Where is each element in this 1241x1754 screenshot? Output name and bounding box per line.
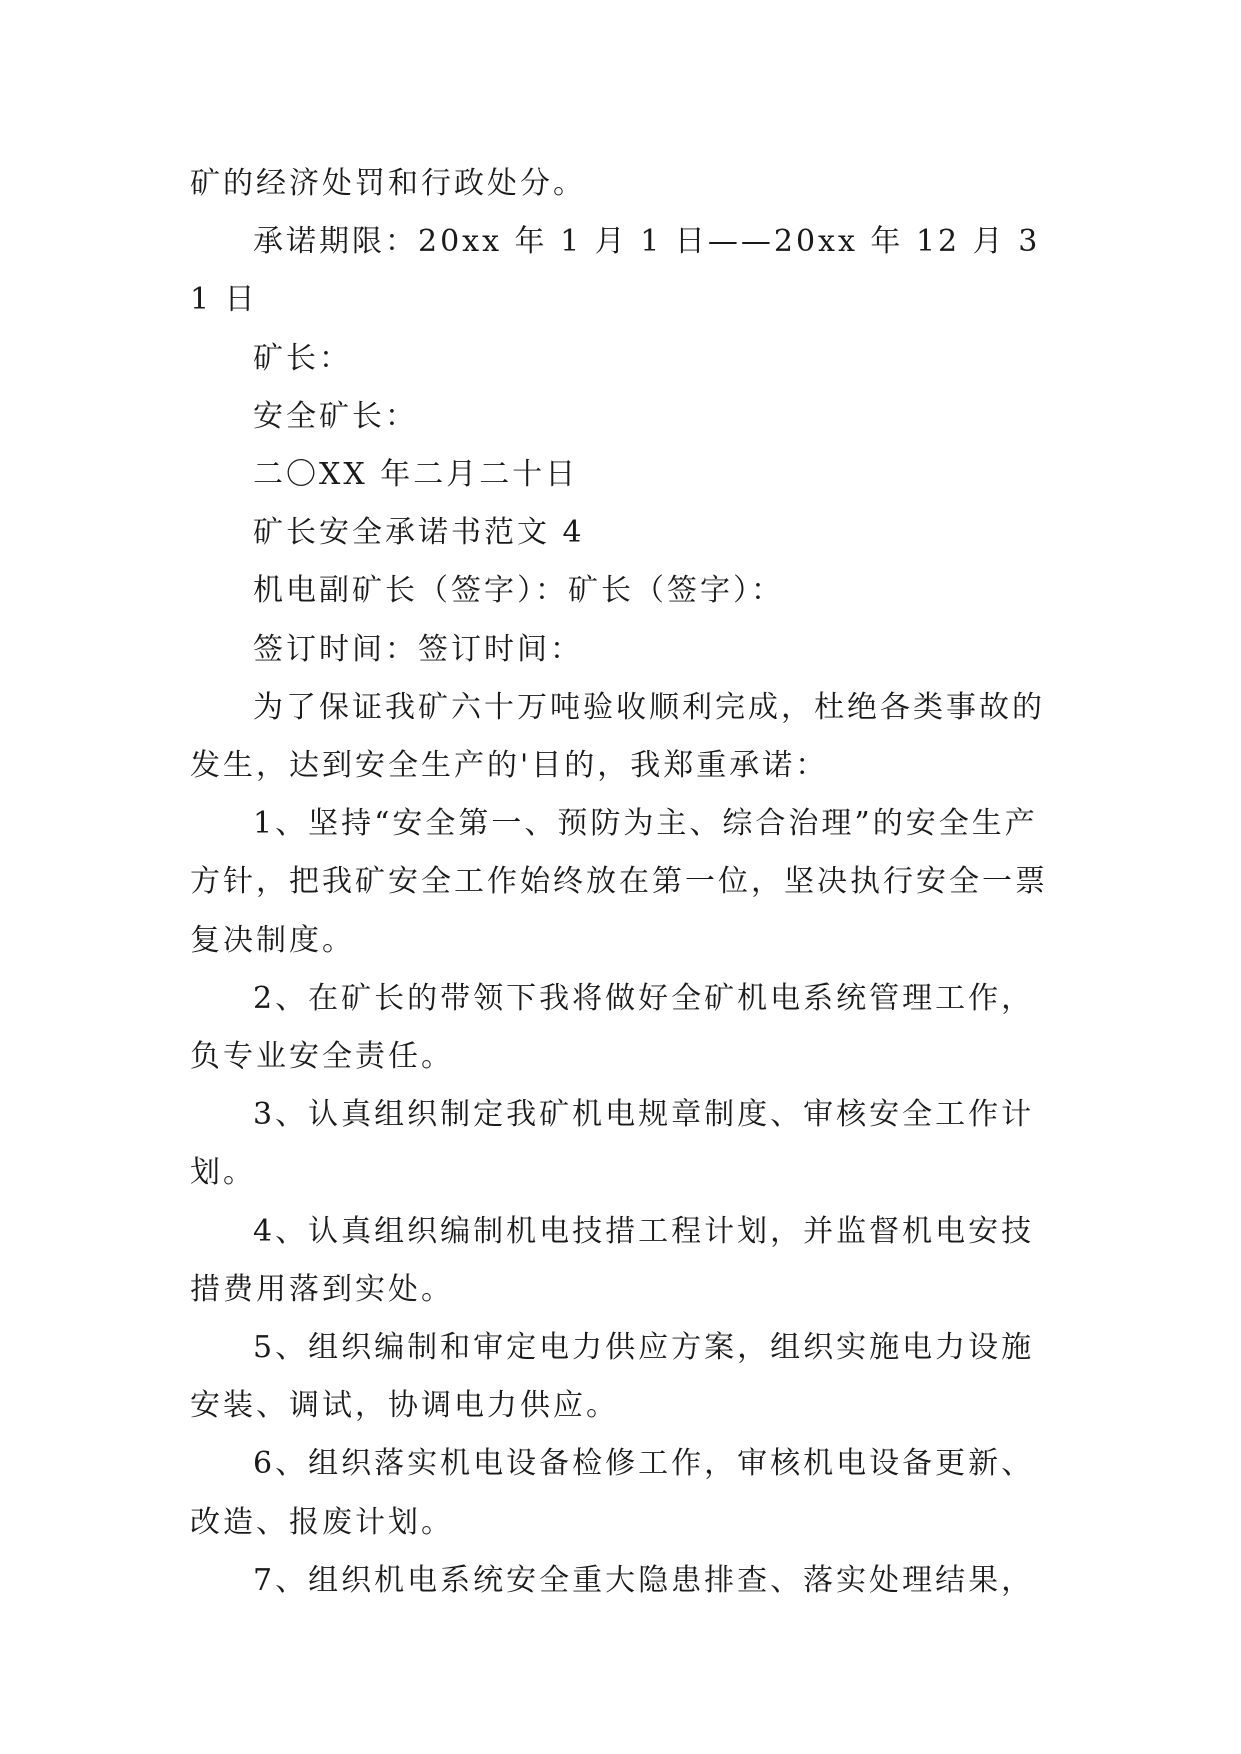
- document-body: [190, 155, 1056, 1610]
- list-item-6: 6、组织落实机电设备检修工作，审核机电设备更新、改造、报废计划。: [190, 1446, 1035, 1540]
- paragraph-sign-time: 签订时间：签订时间：: [253, 631, 583, 667]
- paragraph-signatures: 机电副矿长（签字）：矿长（签字）：: [253, 573, 784, 609]
- paragraph-date: 二〇XX 年二月二十日: [253, 457, 579, 493]
- paragraph-mine-director: 矿长：: [253, 340, 352, 376]
- list-item-7: 7、组织机电系统安全重大隐患排查、落实处理结果，: [253, 1562, 1035, 1598]
- list-item-1: 1、坚持“安全第一、预防为主、综合治理”的安全生产方针，把我矿安全工作始终放在第一位，坚决执行安全一票复决制度。: [190, 806, 1048, 958]
- list-item-4: 4、认真组织编制机电技措工程计划，并监督机电安技措费用落到实处。: [190, 1213, 1035, 1307]
- section-title: 矿长安全承诺书范文 4: [253, 515, 585, 551]
- list-item-2: 2、在矿长的带领下我将做好全矿机电系统管理工作，负专业安全责任。: [190, 980, 1035, 1075]
- paragraph-intro: 为了保证我矿六十万吨验收顺利完成，杜绝各类事故的发生，达到安全生产的'目的，我郑重承诺：: [190, 689, 1045, 784]
- list-item-3: 3、认真组织制定我矿机电规章制度、审核安全工作计划。: [190, 1097, 1035, 1191]
- paragraph-safety-director: 安全矿长：: [253, 398, 418, 434]
- list-item-5: 5、组织编制和审定电力供应方案，组织实施电力设施安装、调试，协调电力供应。: [190, 1330, 1035, 1424]
- paragraph-penalty-end: 矿的经济处罚和行政处分。: [190, 166, 586, 201]
- paragraph-commitment-period: 承诺期限：20xx 年 1 月 1 日——20xx 年 12 月 31 日: [190, 224, 1041, 318]
